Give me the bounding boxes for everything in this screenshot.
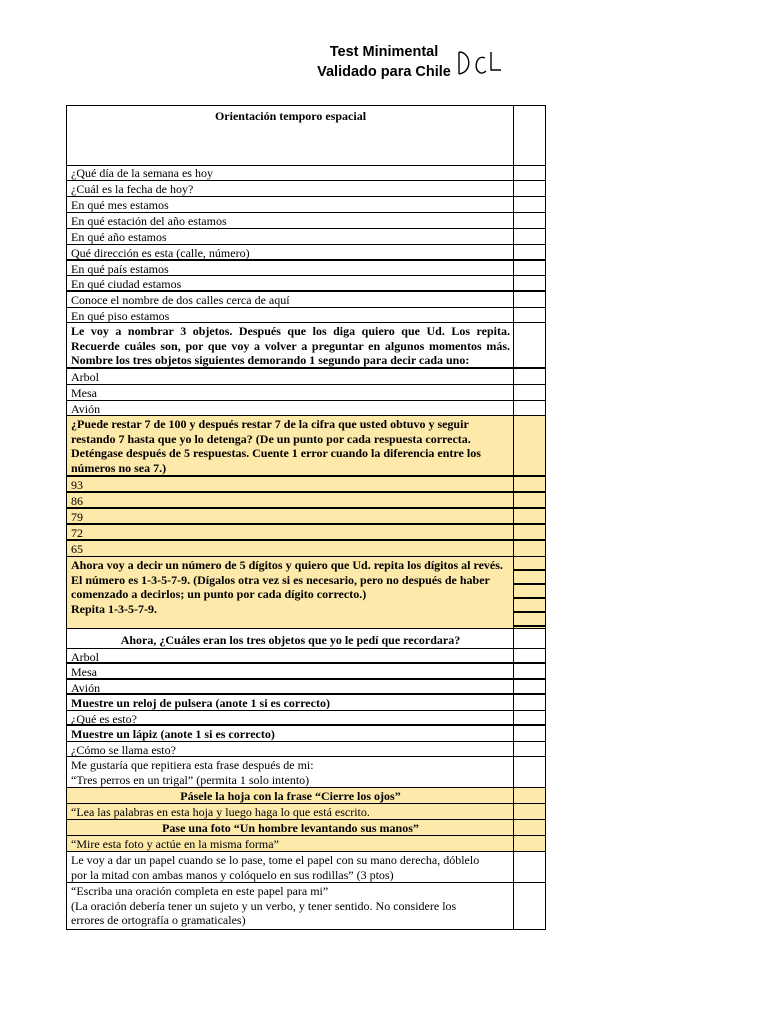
repeat-instruction: Me gustaría que repitiera esta frase después de mi: bbox=[71, 758, 314, 772]
watch-instruction: Muestre un reloj de pulsera (anote 1 si es correcto) bbox=[71, 696, 330, 710]
score-cell[interactable] bbox=[513, 742, 545, 756]
object-name: Avión bbox=[71, 402, 101, 416]
score-cell[interactable] bbox=[513, 525, 545, 539]
minimental-form bbox=[66, 105, 546, 930]
object-name: Arbol bbox=[71, 650, 99, 664]
score-cell[interactable] bbox=[513, 757, 545, 787]
score-cell[interactable] bbox=[513, 245, 545, 259]
repeat-phrase-text: “Tres perros en un trigal” (permita 1 solo intento) bbox=[71, 772, 310, 787]
object-row bbox=[66, 401, 546, 416]
sentence-task-line-3: errores de ortografía o gramaticales) bbox=[71, 913, 246, 927]
question-text: En qué año estamos bbox=[71, 230, 167, 244]
question-text: En qué piso estamos bbox=[71, 309, 170, 323]
memory-instruction-row bbox=[66, 323, 546, 369]
score-cell[interactable] bbox=[513, 541, 545, 556]
question-text: En qué estación del año estamos bbox=[71, 214, 227, 228]
object-name: Arbol bbox=[71, 370, 99, 384]
paper-task bbox=[67, 852, 513, 882]
orientation-row bbox=[66, 292, 546, 308]
subtraction-answer: 93 bbox=[71, 478, 83, 492]
score-cell[interactable] bbox=[513, 276, 545, 290]
recall-object-row bbox=[66, 680, 546, 695]
paper-task-line-1: Le voy a dar un papel cuando se lo pase, tome el papel con su mano derecha, dóblelo bbox=[71, 853, 480, 867]
score-cell[interactable] bbox=[513, 711, 545, 724]
orientation-title: Orientación temporo espacial bbox=[214, 109, 367, 123]
score-cell[interactable] bbox=[513, 649, 545, 662]
score-cell[interactable] bbox=[513, 509, 545, 523]
sentence-task-row bbox=[66, 883, 546, 930]
score-cell[interactable] bbox=[513, 820, 545, 835]
question-text: En qué ciudad estamos bbox=[71, 277, 182, 291]
subtraction-answer-row bbox=[66, 541, 546, 557]
score-cell[interactable] bbox=[513, 836, 545, 851]
photo-instruction: Pase una foto “Un hombre levantando sus manos” bbox=[162, 821, 419, 835]
subtraction-answer: 72 bbox=[71, 526, 83, 540]
score-cell[interactable] bbox=[513, 308, 545, 322]
object-name: Mesa bbox=[71, 665, 97, 679]
orientation-row bbox=[66, 276, 546, 292]
object-row bbox=[66, 369, 546, 385]
score-cell-group[interactable] bbox=[513, 557, 545, 628]
sheet-text: “Lea las palabras en esta hoja y luego haga lo que está escrito. bbox=[71, 805, 370, 819]
score-cell[interactable] bbox=[513, 166, 545, 180]
digits-repeat-text: Repita 1-3-5-7-9. bbox=[71, 601, 157, 616]
question-text: En qué país estamos bbox=[71, 262, 169, 276]
orientation-row bbox=[66, 166, 546, 181]
score-cell[interactable] bbox=[513, 416, 545, 475]
memory-instruction: Le voy a nombrar 3 objetos. Después que los diga quiero que Ud. Los repita. Recuerde cuáles son, por que voy a volver a preguntar en algunos momentos más. Nombre los tres objetos siguientes demorando 1 segundo para decir cada uno: bbox=[71, 324, 510, 367]
object-row bbox=[66, 385, 546, 401]
subtraction-instruction: ¿Puede restar 7 de 100 y después restar 7 de la cifra que usted obtuvo y seguir restando 7 hasta que yo lo detenga? (De un punto por cada respuesta correcta. Deténgase después de 5 respuestas. Cuente 1 error cuando la diferencia entre los números no sea 7.) bbox=[71, 417, 481, 475]
score-cell[interactable] bbox=[513, 213, 545, 228]
score-cell[interactable] bbox=[513, 385, 545, 400]
score-cell[interactable] bbox=[513, 852, 545, 882]
score-cell[interactable] bbox=[513, 323, 545, 367]
question-text: ¿Cuál es la fecha de hoy? bbox=[71, 182, 194, 196]
score-cell[interactable] bbox=[513, 680, 545, 693]
orientation-row bbox=[66, 261, 546, 276]
question-text: En qué mes estamos bbox=[71, 198, 169, 212]
recall-object-row bbox=[66, 649, 546, 664]
score-cell[interactable] bbox=[513, 369, 545, 384]
watch-instruction-row bbox=[66, 695, 546, 711]
score-cell[interactable] bbox=[513, 493, 545, 507]
subtraction-answer-row bbox=[66, 509, 546, 525]
repeat-phrase-row bbox=[66, 757, 546, 788]
orientation-row bbox=[66, 245, 546, 261]
watch-question: ¿Qué es esto? bbox=[71, 712, 137, 726]
recall-question: Ahora, ¿Cuáles eran los tres objetos que yo le pedí que recordara? bbox=[120, 633, 461, 647]
score-cell[interactable] bbox=[513, 477, 545, 491]
sheet-text-row bbox=[66, 804, 546, 820]
orientation-row bbox=[66, 229, 546, 245]
title-line-1: Test Minimental bbox=[329, 44, 439, 60]
photo-text: “Mire esta foto y actúe en la misma forma” bbox=[71, 837, 279, 851]
score-cell[interactable] bbox=[513, 292, 545, 307]
object-name: Mesa bbox=[71, 386, 97, 400]
score-cell[interactable] bbox=[513, 106, 545, 165]
subtraction-instruction-row bbox=[66, 416, 546, 477]
object-name: Avión bbox=[71, 681, 101, 695]
subtraction-answer-row bbox=[66, 525, 546, 541]
score-cell[interactable] bbox=[513, 695, 545, 710]
score-cell[interactable] bbox=[513, 788, 545, 803]
question-text: Conoce el nombre de dos calles cerca de aquí bbox=[71, 293, 290, 307]
digits-instruction-row bbox=[66, 557, 546, 629]
orientation-row bbox=[66, 181, 546, 197]
photo-text-row bbox=[66, 836, 546, 852]
watch-question-row bbox=[66, 711, 546, 726]
pencil-instruction-row bbox=[66, 726, 546, 742]
question-text: ¿Qué día de la semana es hoy bbox=[71, 166, 213, 180]
orientation-header-row bbox=[66, 105, 546, 166]
score-cell[interactable] bbox=[513, 261, 545, 275]
subtraction-answer: 79 bbox=[71, 510, 83, 524]
score-cell[interactable] bbox=[513, 401, 545, 415]
sentence-task-line-1: “Escriba una oración completa en este papel para mi” bbox=[71, 884, 329, 898]
orientation-row bbox=[66, 308, 546, 323]
handwritten-dcl-note bbox=[455, 44, 515, 84]
score-cell[interactable] bbox=[513, 229, 545, 244]
sheet-instruction: Pásele la hoja con la frase “Cierre los ojos” bbox=[180, 789, 401, 803]
recall-object-row bbox=[66, 664, 546, 680]
recall-question-row bbox=[66, 629, 546, 649]
digits-instruction bbox=[67, 557, 513, 628]
score-cell[interactable] bbox=[513, 883, 545, 929]
sentence-task-line-2: (La oración debería tener un sujeto y un verbo, y tener sentido. No considere los bbox=[71, 898, 457, 913]
subtraction-answer: 86 bbox=[71, 494, 83, 508]
score-cell[interactable] bbox=[513, 197, 545, 212]
photo-instruction-row bbox=[66, 820, 546, 836]
orientation-row bbox=[66, 213, 546, 229]
score-cell[interactable] bbox=[513, 804, 545, 819]
score-cell[interactable] bbox=[513, 629, 545, 648]
subtraction-answer: 65 bbox=[71, 542, 83, 556]
orientation-row bbox=[66, 197, 546, 213]
pencil-instruction: Muestre un lápiz (anote 1 si es correcto) bbox=[71, 727, 275, 741]
subtraction-answer-row bbox=[66, 493, 546, 509]
score-cell[interactable] bbox=[513, 726, 545, 741]
subtraction-answer-row bbox=[66, 477, 546, 493]
digits-instruction-text: Ahora voy a decir un número de 5 dígitos y quiero que Ud. repita los dígitos al revés. El número es 1-3-5-7-9. (Dígalos otra vez si es necesario, pero no después de haber comenzado a decirlos; un punto por cada dígito correcto.) bbox=[71, 558, 503, 601]
pencil-question-row bbox=[66, 742, 546, 757]
title-line-2: Validado para Chile bbox=[317, 64, 451, 80]
score-cell[interactable] bbox=[513, 181, 545, 196]
question-text: Qué dirección es esta (calle, número) bbox=[71, 246, 250, 260]
digit-score-lines bbox=[514, 557, 545, 628]
sheet-instruction-row bbox=[66, 788, 546, 804]
repeat-phrase bbox=[67, 757, 513, 787]
score-cell[interactable] bbox=[513, 664, 545, 678]
sentence-task bbox=[67, 883, 513, 929]
pencil-question: ¿Cómo se llama esto? bbox=[71, 743, 176, 757]
paper-task-row bbox=[66, 852, 546, 883]
paper-task-line-2: por la mitad con ambas manos y colóquelo en sus rodillas” (3 ptos) bbox=[71, 867, 394, 882]
